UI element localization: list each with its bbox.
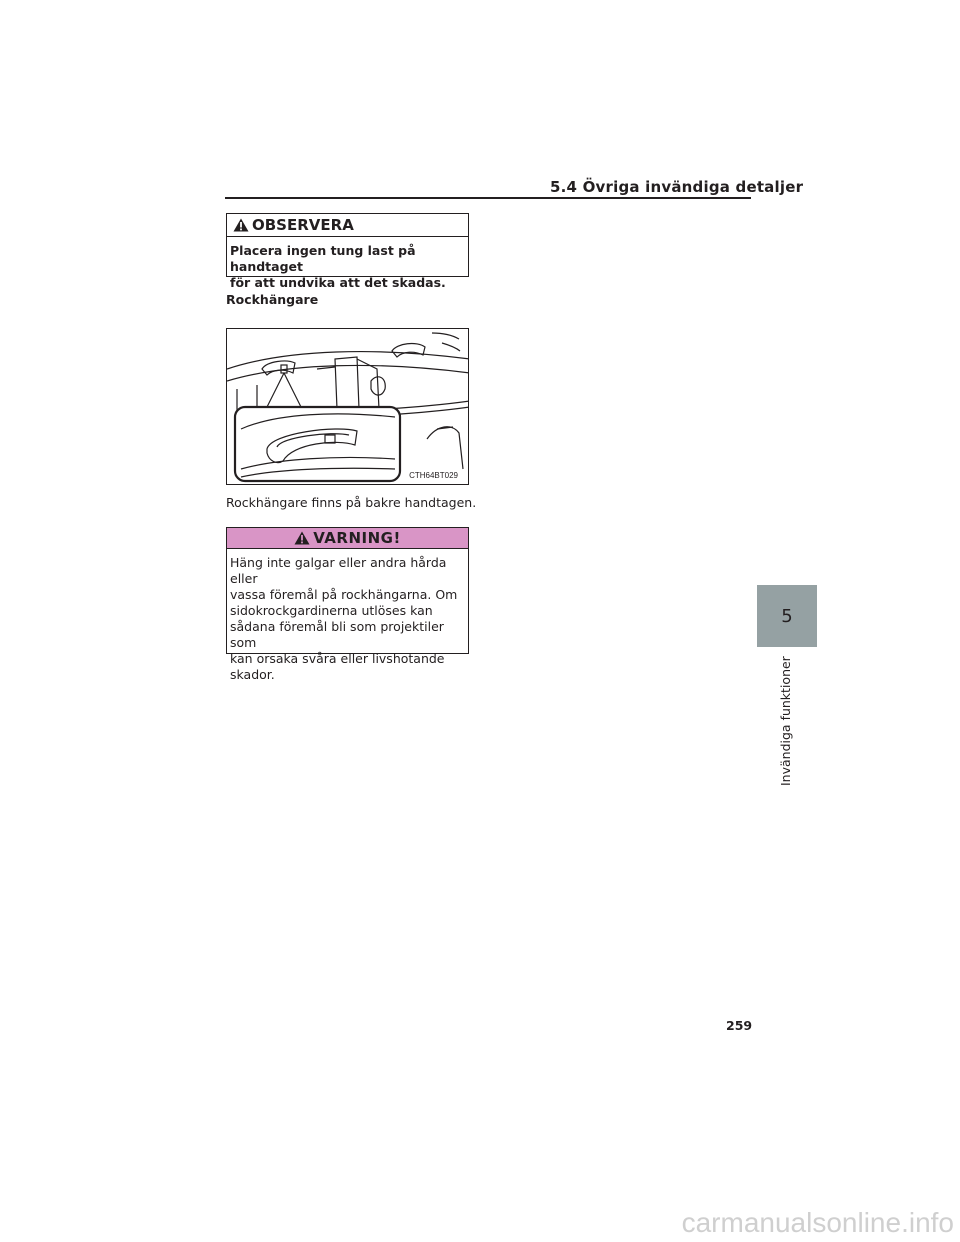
varning-line: sådana föremål bli som projektiler som — [230, 619, 444, 650]
observera-line: för att undvika att det skadas. — [230, 275, 446, 290]
varning-header — [227, 528, 468, 549]
observera-box — [226, 213, 469, 290]
figure-caption: Rockhängare finns på bakre handtagen. — [226, 495, 477, 510]
varning-line: Häng inte galgar eller andra hårda eller — [230, 555, 447, 586]
chapter-title: Invändiga funktioner — [778, 656, 793, 786]
subheading: Rockhängare — [226, 292, 319, 307]
varning-title: VARNING! — [313, 529, 401, 547]
varning-line: sidokrockgardinerna utlöses kan — [230, 603, 433, 618]
varning-box — [226, 527, 469, 682]
chapter-side-label — [778, 650, 798, 790]
figure-code: CTH64BT029 — [409, 471, 458, 480]
varning-line: vassa föremål på rockhängarna. Om — [230, 587, 458, 602]
header-rule — [225, 197, 751, 199]
varning-line: skador. — [230, 667, 275, 682]
warning-triangle-icon — [233, 218, 249, 232]
car-interior-drawing — [227, 329, 469, 485]
chapter-number: 5 — [781, 605, 793, 627]
observera-header — [227, 214, 468, 237]
observera-title: OBSERVERA — [252, 216, 354, 234]
varning-line: kan orsaka svåra eller livshotande — [230, 651, 445, 666]
warning-triangle-icon — [294, 531, 310, 545]
chapter-tab — [757, 585, 817, 647]
varning-text — [227, 549, 468, 683]
page-number: 259 — [726, 1018, 753, 1033]
section-header: 5.4 Övriga invändiga detaljer — [550, 178, 804, 196]
watermark: carmanualsonline.info — [681, 1207, 954, 1238]
observera-line: Placera ingen tung last på handtaget — [230, 243, 416, 274]
coat-hook-illustration — [226, 328, 469, 485]
observera-text — [227, 237, 468, 291]
